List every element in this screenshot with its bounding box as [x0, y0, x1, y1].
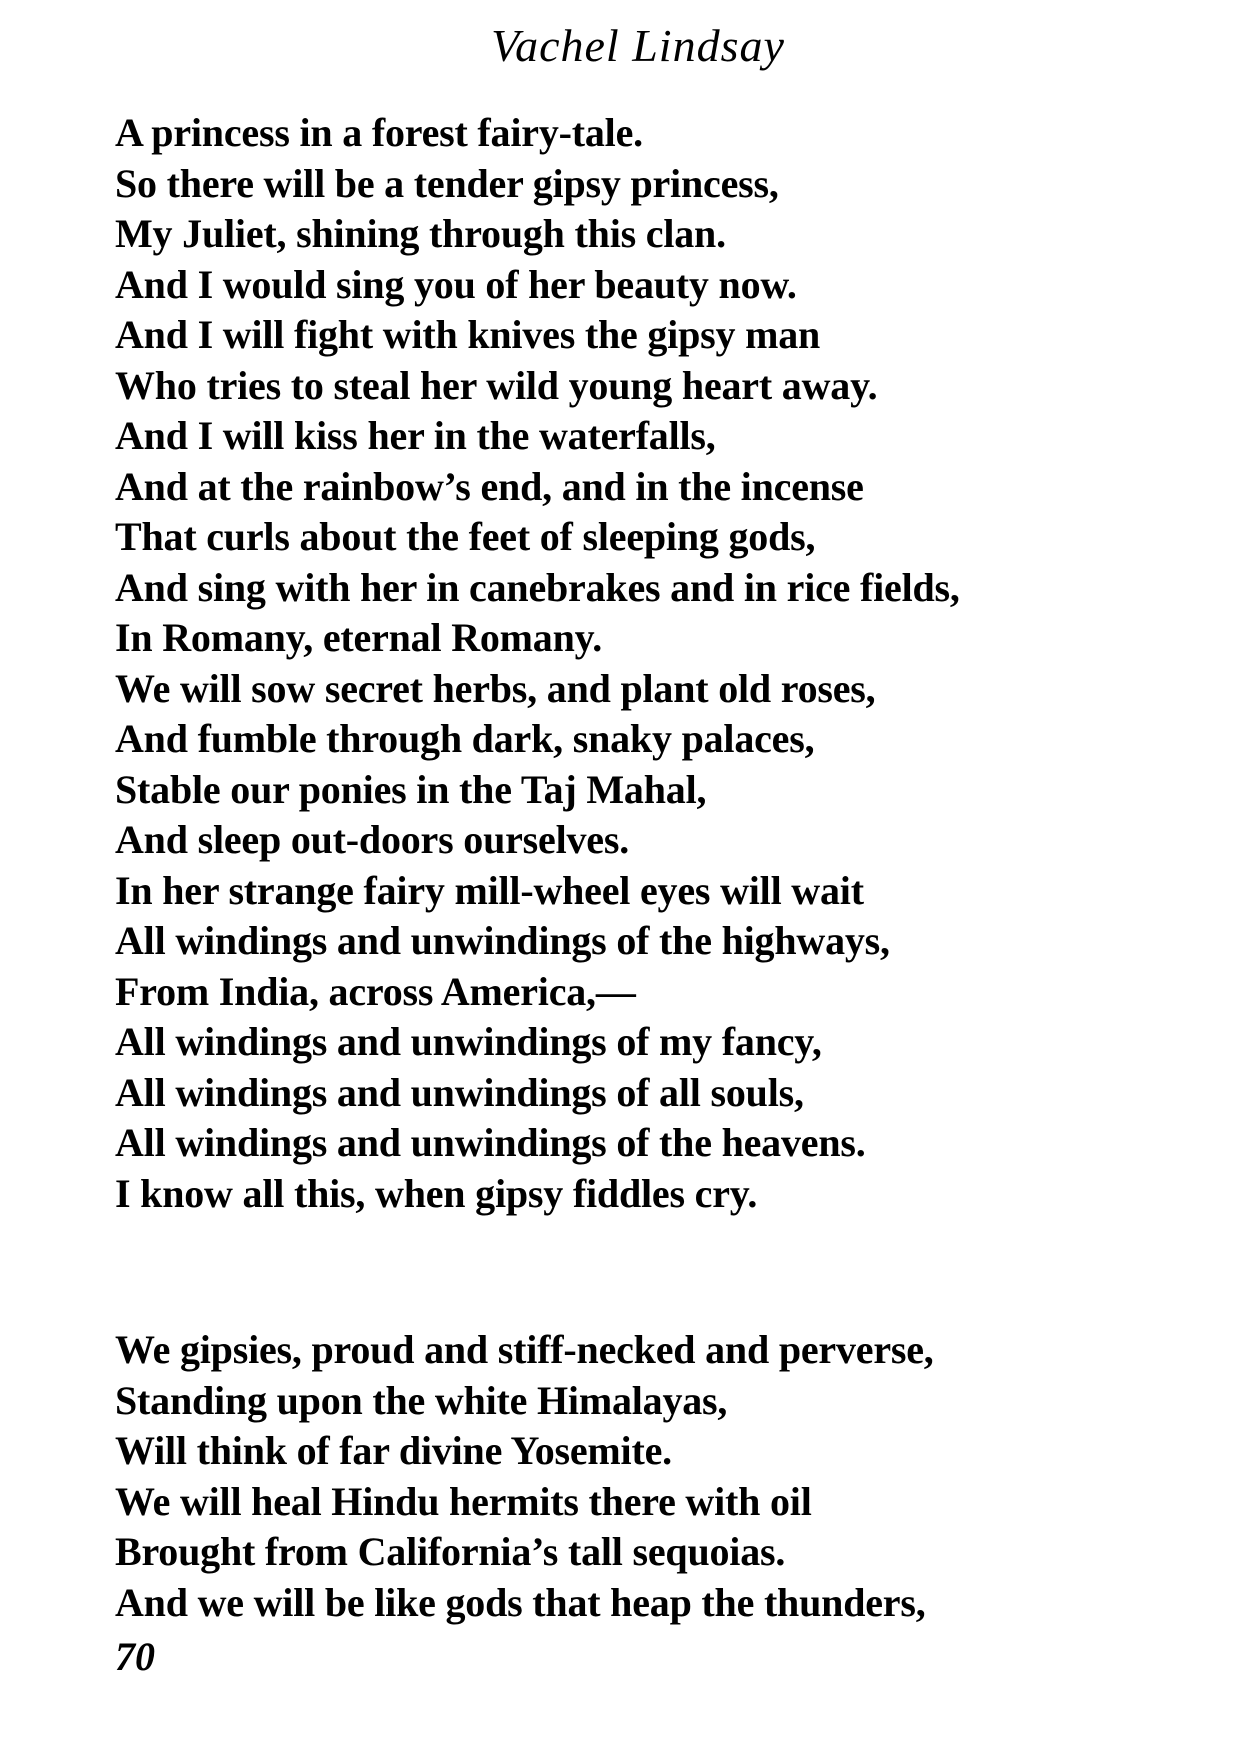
- verse-line: And sing with her in canebrakes and in rice fields,: [115, 564, 960, 610]
- verse-line: And at the rainbow’s end, and in the incense: [115, 463, 864, 509]
- verse-line: In her strange fairy mill-wheel eyes will wait: [115, 867, 864, 913]
- verse-line: In Romany, eternal Romany.: [115, 615, 603, 660]
- verse-line: My Juliet, shining through this clan.: [115, 211, 726, 256]
- verse-line: A princess in a forest fairy-tale.: [115, 110, 643, 155]
- verse-line: And I would sing you of her beauty now.: [115, 261, 797, 307]
- verse-line: We will heal Hindu hermits there with oil: [115, 1478, 812, 1524]
- verse-line: All windings and unwindings of my fancy,: [115, 1019, 822, 1064]
- verse-line: Brought from California’s tall sequoias.: [115, 1529, 786, 1574]
- verse-line: I know all this, when gipsy fiddles cry.: [115, 1170, 758, 1216]
- page-number: 70: [115, 1634, 155, 1679]
- verse-line: From India, across America,—: [115, 968, 636, 1014]
- stanza-1: [115, 108, 960, 1219]
- running-head: Vachel Lindsay: [491, 20, 785, 71]
- verse-line: We will sow secret herbs, and plant old roses,: [115, 665, 876, 711]
- verse-line: That curls about the feet of sleeping gods,: [115, 514, 816, 559]
- verse-line: All windings and unwindings of all souls,: [115, 1069, 804, 1115]
- verse-line: Will think of far divine Yosemite.: [115, 1428, 672, 1473]
- verse-line: And I will fight with knives the gipsy man: [115, 312, 821, 357]
- verse-line: And sleep out-doors ourselves.: [115, 817, 630, 862]
- verse-line: And we will be like gods that heap the thunders,: [115, 1579, 926, 1625]
- stanza-2: [115, 1325, 934, 1628]
- verse-line: So there will be a tender gipsy princess,: [115, 160, 779, 206]
- verse-line: And fumble through dark, snaky palaces,: [115, 716, 815, 761]
- verse-line: And I will kiss her in the waterfalls,: [115, 413, 716, 458]
- verse-line: All windings and unwindings of the heavens.: [115, 1120, 866, 1165]
- verse-line: Standing upon the white Himalayas,: [115, 1377, 728, 1423]
- verse-line: All windings and unwindings of the highways,: [115, 918, 890, 963]
- verse-line: Stable our ponies in the Taj Mahal,: [115, 766, 707, 812]
- verse-line: Who tries to steal her wild young heart away.: [115, 362, 878, 408]
- verse-line: We gipsies, proud and stiff-necked and perverse,: [115, 1327, 934, 1372]
